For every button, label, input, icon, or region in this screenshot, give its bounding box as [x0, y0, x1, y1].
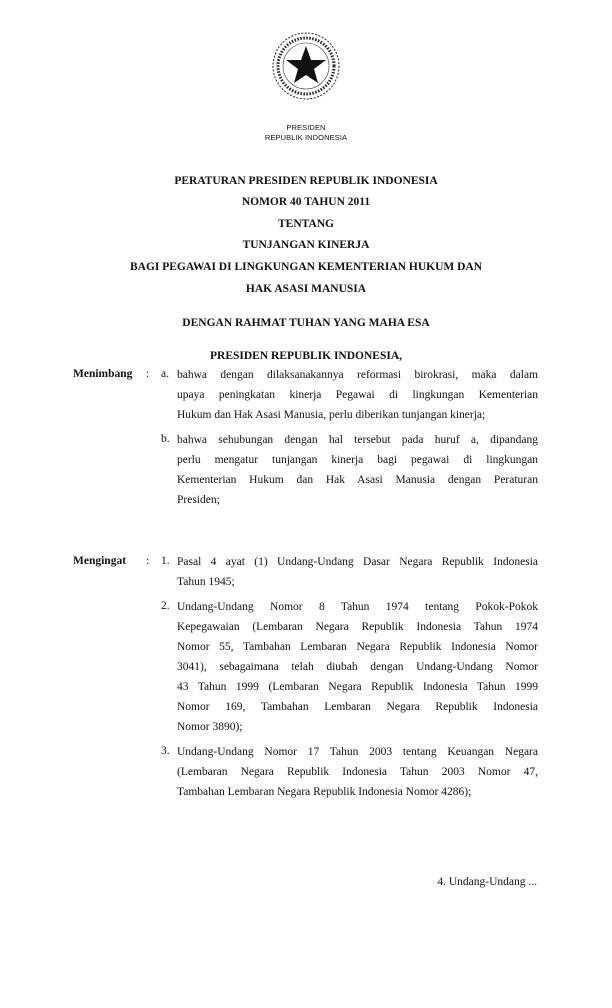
item-text-line: Undang-Undang Nomor 17 Tahun 2003 tentang Keuangan Negara: [177, 746, 538, 758]
institution-line-1: PRESIDEN: [286, 123, 326, 132]
invocation: DENGAN RAHMAT TUHAN YANG MAHA ESA: [182, 317, 430, 329]
item-marker: 1.: [161, 555, 170, 567]
section-label: Mengingat: [73, 555, 127, 567]
item-text-line: Kepegawaian (Lembaran Negara Republik Indonesia Tahun 1974: [177, 621, 538, 633]
item-marker: a.: [161, 368, 169, 380]
title-line: TUNJANGAN KINERJA: [242, 239, 370, 251]
item-text-line: Nomor 55, Tambahan Lembaran Negara Republik Indonesia Nomor: [177, 641, 538, 653]
president-heading: PRESIDEN REPUBLIK INDONESIA,: [209, 350, 403, 362]
state-emblem-icon: [270, 30, 342, 102]
list-item: [161, 433, 538, 513]
item-text-line: (Lembaran Negara Republik Indonesia Tahun 2003 Nomor 47,: [177, 766, 538, 778]
list-item: [161, 555, 538, 595]
item-text-line: Hukum dan Hak Asasi Manusia, perlu diberikan tunjangan kinerja;: [177, 409, 486, 421]
item-text-line: Undang-Undang Nomor 8 Tahun 1974 tentang Pokok-Pokok: [177, 601, 538, 613]
item-text-line: bahwa sehubungan dengan hal tersebut pada huruf a, dipandang: [177, 434, 538, 446]
title-line: TENTANG: [277, 218, 335, 230]
list-item: [161, 600, 538, 740]
title-line: HAK ASASI MANUSIA: [245, 283, 367, 295]
list-item: [161, 368, 538, 428]
item-text-line: Presiden;: [177, 494, 220, 506]
title-line: NOMOR 40 TAHUN 2011: [241, 196, 371, 208]
item-text-line: 3041), sebagaimana telah diubah dengan Undang-Undang Nomor: [177, 661, 538, 673]
item-text-line: Nomor 169, Tambahan Lembaran Negara Republik Indonesia: [177, 701, 538, 713]
section-colon: :: [146, 555, 150, 567]
item-text-line: Tahun 1945;: [177, 576, 235, 588]
item-marker: 3.: [161, 745, 170, 757]
item-text-line: 43 Tahun 1999 (Lembaran Negara Republik Indonesia Tahun 1999: [177, 681, 538, 693]
institution-line-2: REPUBLIK INDONESIA: [264, 133, 348, 142]
item-marker: 2.: [161, 600, 170, 612]
item-text-line: Tambahan Lembaran Negara Republik Indonesia Nomor 4286);: [177, 786, 472, 798]
item-text-line: bahwa dengan dilaksanakannya reformasi birokrasi, maka dalam: [177, 369, 538, 381]
item-text-line: Kementerian Hukum dan Hak Asasi Manusia dengan Peraturan: [177, 474, 538, 486]
section-label: Menimbang: [73, 368, 133, 380]
item-text-line: Nomor 3890);: [177, 721, 243, 733]
page-continuation: 4. Undang-Undang ...: [437, 876, 537, 888]
item-text-line: upaya peningkatan kinerja Pegawai di lingkungan Kementerian: [177, 389, 538, 401]
item-text-line: Pasal 4 ayat (1) Undang-Undang Dasar Negara Republik Indonesia: [177, 556, 538, 568]
title-line: PERATURAN PRESIDEN REPUBLIK INDONESIA: [174, 175, 438, 187]
item-text-line: perlu mengatur tunjangan kinerja bagi pegawai di lingkungan: [177, 454, 538, 466]
section-colon: :: [146, 368, 150, 380]
list-item: [161, 745, 538, 805]
item-marker: b.: [161, 433, 170, 445]
title-line: BAGI PEGAWAI DI LINGKUNGAN KEMENTERIAN HUKUM DAN: [129, 261, 483, 273]
